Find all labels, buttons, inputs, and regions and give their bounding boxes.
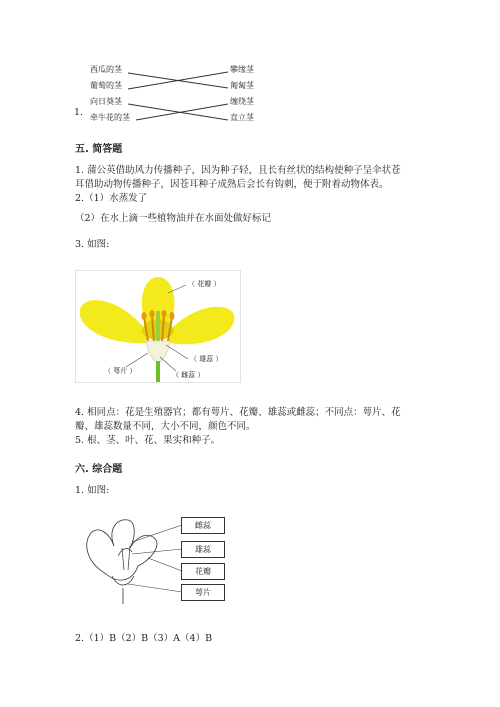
answer-5-1-line1: 1. 蒲公英借助风力传播种子，因为种子轻，且长有丝状的结构使种子呈伞状苍	[75, 165, 401, 176]
answer-5-1-line2: 耳借助动物传播种子，因苍耳种子成熟后会长有钩刺，便于附着动物体表。	[75, 179, 389, 190]
label-box-petal: 花瓣	[181, 563, 225, 580]
match-line-2	[128, 72, 228, 89]
flower-diagram-yellow	[75, 270, 241, 383]
section-5-title: 五. 简答题	[75, 144, 123, 155]
matching-lines	[74, 62, 274, 132]
left-item-2: 葡萄的茎	[90, 81, 122, 90]
answer-5-4-line1: 4. 相同点：花是生殖器官；都有萼片、花瓣、雄蕊或雌蕊；不同点：萼片、花	[75, 407, 401, 418]
answer-6-2: 2.（1）B（2）B（3）A（4）B	[75, 633, 213, 644]
label-stamen: （ 雄蕊 ）	[190, 355, 223, 363]
answer-5-2b: （2）在水上滴一些植物油并在水面处做好标记	[75, 213, 272, 224]
label-pistil: （ 雌蕊 ）	[172, 371, 205, 379]
label-box-stamen: 雄蕊	[181, 541, 225, 558]
right-item-1: 攀缘茎	[230, 65, 254, 74]
label-box-sepal: 萼片	[181, 584, 225, 601]
answer-5-3: 3. 如图:	[75, 239, 110, 250]
flower-diagram-sketch	[78, 512, 248, 604]
left-item-1: 西瓜的茎	[90, 65, 122, 74]
label-sepal: （ 萼片 ）	[104, 367, 137, 375]
right-item-4: 直立茎	[230, 113, 254, 122]
section-6-title: 六. 综合题	[75, 464, 123, 475]
label-box-pistil: 雌蕊	[181, 517, 225, 534]
matching-question	[74, 62, 274, 132]
left-item-3: 向日葵茎	[90, 97, 122, 106]
answer-5-4-line2: 瓣、雄蕊数量不同，大小不同，颜色不同。	[75, 421, 256, 432]
question-number: 1.	[74, 107, 84, 118]
answer-5-5: 5. 根、茎、叶、花、果实和种子。	[75, 435, 221, 446]
right-item-3: 缠绕茎	[230, 97, 254, 106]
answer-5-2a: 2.（1）水蒸发了	[75, 193, 148, 204]
answer-6-1: 1. 如图:	[75, 485, 110, 496]
right-item-2: 匍匐茎	[230, 81, 254, 90]
label-petal: （ 花瓣 ）	[188, 280, 221, 288]
left-item-4: 牵牛花的茎	[90, 113, 130, 122]
